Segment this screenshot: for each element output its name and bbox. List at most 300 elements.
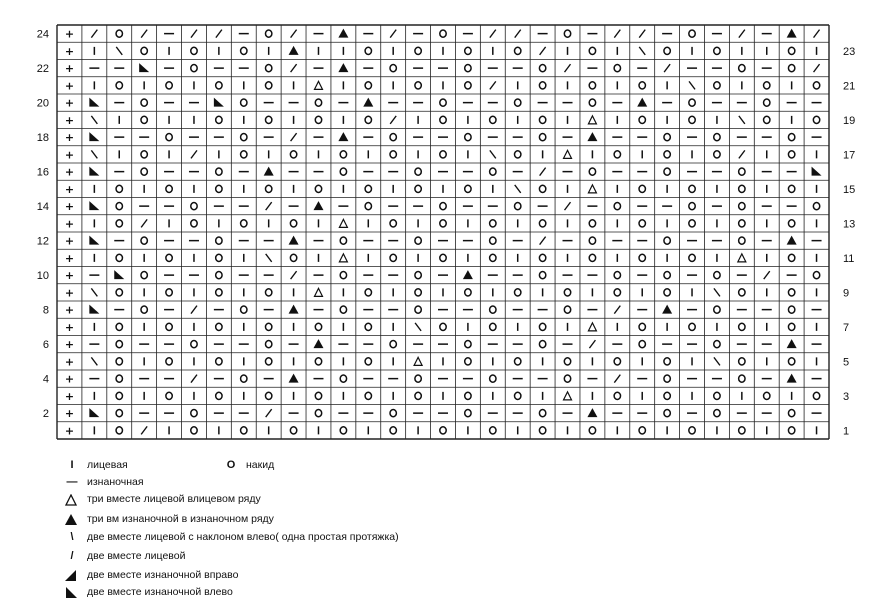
p3tog-icon bbox=[662, 305, 672, 314]
yarn-over-icon bbox=[440, 323, 446, 330]
yarn-over-icon bbox=[639, 323, 645, 330]
yarn-over-icon bbox=[141, 151, 147, 158]
yarn-over-icon bbox=[714, 392, 720, 399]
yarn-over-icon bbox=[315, 99, 321, 106]
yarn-over-icon bbox=[340, 168, 346, 175]
yarn-over-icon bbox=[465, 65, 471, 72]
yarn-over-icon bbox=[465, 134, 471, 141]
p3tog-icon bbox=[587, 132, 597, 141]
yarn-over-icon bbox=[265, 185, 271, 192]
p3tog-icon bbox=[463, 270, 473, 279]
yarn-over-icon bbox=[415, 375, 421, 382]
p3tog-icon bbox=[587, 408, 597, 417]
yarn-over-icon bbox=[739, 65, 745, 72]
yarn-over-icon bbox=[788, 220, 794, 227]
yarn-over-icon bbox=[689, 427, 695, 434]
k2tog-icon bbox=[565, 64, 571, 72]
yarn-over-icon bbox=[465, 392, 471, 399]
edge-stitch-icon: + bbox=[64, 234, 75, 248]
edge-stitch-icon: + bbox=[64, 269, 75, 283]
yarn-over-icon bbox=[390, 134, 396, 141]
yarn-over-icon bbox=[365, 82, 371, 89]
p3tog-icon bbox=[338, 132, 348, 141]
k2tog-icon bbox=[540, 168, 546, 176]
yarn-over-icon bbox=[141, 168, 147, 175]
yarn-over-icon bbox=[689, 220, 695, 227]
yarn-over-icon bbox=[116, 410, 122, 417]
row-label-right: 21 bbox=[843, 80, 856, 93]
yarn-over-icon bbox=[614, 358, 620, 365]
p2tog-left-icon bbox=[89, 305, 99, 314]
row-label-right: 3 bbox=[843, 390, 850, 403]
yarn-over-icon bbox=[589, 99, 595, 106]
p2tog-left-icon bbox=[89, 132, 99, 141]
yarn-over-icon bbox=[714, 151, 720, 158]
yarn-over-icon bbox=[490, 323, 496, 330]
yarn-over-icon bbox=[664, 47, 670, 54]
yarn-over-icon bbox=[191, 65, 197, 72]
yarn-over-icon bbox=[764, 99, 770, 106]
yarn-over-icon bbox=[415, 82, 421, 89]
yarn-over-icon bbox=[564, 289, 570, 296]
yarn-over-icon bbox=[539, 427, 545, 434]
yarn-over-icon bbox=[813, 82, 819, 89]
yarn-over-icon bbox=[216, 323, 222, 330]
edge-stitch-icon: + bbox=[64, 338, 75, 352]
yarn-over-icon bbox=[465, 410, 471, 417]
k2tog-icon bbox=[266, 202, 272, 210]
p2tog-left-icon bbox=[139, 63, 149, 72]
yarn-over-icon bbox=[216, 272, 222, 279]
p3tog-icon bbox=[289, 374, 299, 383]
row-label-right: 13 bbox=[843, 218, 856, 231]
yarn-over-icon bbox=[241, 47, 247, 54]
edge-stitch-icon: + bbox=[64, 286, 75, 300]
row-label-left: 20 bbox=[36, 97, 49, 110]
yarn-over-icon bbox=[415, 289, 421, 296]
k2tog-icon bbox=[141, 30, 147, 38]
yarn-over-icon bbox=[515, 358, 521, 365]
row-label-right: 5 bbox=[843, 356, 850, 369]
edge-stitch-icon: + bbox=[64, 148, 75, 162]
yarn-over-icon bbox=[340, 375, 346, 382]
k2tog-icon bbox=[515, 30, 521, 38]
p2tog-left-icon bbox=[89, 236, 99, 245]
yarn-over-icon bbox=[440, 254, 446, 261]
yarn-over-icon bbox=[440, 203, 446, 210]
yarn-over-icon bbox=[689, 254, 695, 261]
yarn-over-icon bbox=[589, 427, 595, 434]
yarn-over-icon bbox=[315, 358, 321, 365]
k2tog-icon bbox=[814, 30, 820, 38]
row-label-left: 12 bbox=[36, 235, 49, 248]
yarn-over-icon bbox=[216, 358, 222, 365]
yarn-over-icon bbox=[290, 427, 296, 434]
yarn-over-icon bbox=[390, 341, 396, 348]
yarn-over-icon bbox=[564, 375, 570, 382]
k3tog-icon bbox=[588, 116, 596, 124]
p3tog-icon bbox=[363, 98, 373, 107]
k2tog-icon bbox=[764, 271, 770, 279]
k2tog-icon bbox=[739, 30, 745, 38]
knit-icon: I bbox=[70, 459, 74, 471]
ssk-icon bbox=[91, 116, 97, 124]
yarn-over-icon bbox=[714, 410, 720, 417]
yarn-over-icon bbox=[788, 410, 794, 417]
yarn-over-icon bbox=[390, 151, 396, 158]
yarn-over-icon bbox=[265, 323, 271, 330]
p3tog-icon bbox=[787, 236, 797, 245]
k2tog-icon bbox=[664, 64, 670, 72]
edge-stitch-icon: + bbox=[64, 251, 75, 265]
k2tog-icon bbox=[291, 133, 297, 141]
row-label-left: 2 bbox=[42, 408, 49, 421]
yarn-over-icon bbox=[365, 203, 371, 210]
yarn-over-icon bbox=[166, 185, 172, 192]
yarn-over-icon: O bbox=[226, 459, 236, 471]
yarn-over-icon bbox=[315, 116, 321, 123]
yarn-over-icon bbox=[390, 254, 396, 261]
k3tog-icon bbox=[564, 150, 572, 158]
yarn-over-icon bbox=[415, 185, 421, 192]
yarn-over-icon bbox=[241, 306, 247, 313]
row-label-right: 17 bbox=[843, 149, 856, 162]
edge-stitch-icon: + bbox=[64, 44, 75, 58]
yarn-over-icon bbox=[141, 116, 147, 123]
yarn-over-icon bbox=[539, 220, 545, 227]
yarn-over-icon bbox=[365, 358, 371, 365]
yarn-over-icon bbox=[614, 151, 620, 158]
k3tog-icon bbox=[738, 254, 746, 262]
yarn-over-icon bbox=[141, 47, 147, 54]
yarn-over-icon bbox=[116, 289, 122, 296]
yarn-over-icon bbox=[265, 341, 271, 348]
k2tog-icon bbox=[490, 30, 496, 38]
purl-icon: — bbox=[66, 476, 78, 488]
yarn-over-icon bbox=[764, 82, 770, 89]
yarn-over-icon bbox=[415, 237, 421, 244]
legend-text: накид bbox=[246, 459, 275, 471]
p2tog-left-icon bbox=[214, 98, 224, 107]
yarn-over-icon bbox=[465, 341, 471, 348]
legend-text: две вместе лицевой bbox=[87, 550, 186, 562]
yarn-over-icon bbox=[166, 358, 172, 365]
yarn-over-icon bbox=[390, 427, 396, 434]
yarn-over-icon bbox=[315, 410, 321, 417]
yarn-over-icon bbox=[315, 323, 321, 330]
yarn-over-icon bbox=[564, 358, 570, 365]
yarn-over-icon bbox=[315, 392, 321, 399]
k2tog-icon: / bbox=[70, 550, 74, 562]
yarn-over-icon bbox=[589, 237, 595, 244]
k2tog-icon bbox=[291, 271, 297, 279]
yarn-over-icon bbox=[788, 134, 794, 141]
yarn-over-icon bbox=[490, 116, 496, 123]
yarn-over-icon bbox=[515, 392, 521, 399]
yarn-over-icon bbox=[490, 375, 496, 382]
yarn-over-icon bbox=[515, 151, 521, 158]
yarn-over-icon bbox=[739, 203, 745, 210]
yarn-over-icon bbox=[465, 358, 471, 365]
k3tog-icon bbox=[588, 323, 596, 331]
yarn-over-icon bbox=[515, 203, 521, 210]
yarn-over-icon bbox=[664, 237, 670, 244]
yarn-over-icon bbox=[265, 358, 271, 365]
yarn-over-icon bbox=[340, 272, 346, 279]
yarn-over-icon bbox=[739, 289, 745, 296]
yarn-over-icon bbox=[639, 341, 645, 348]
yarn-over-icon bbox=[813, 203, 819, 210]
edge-stitch-icon: + bbox=[64, 320, 75, 334]
yarn-over-icon bbox=[788, 65, 794, 72]
legend-text: лицевая bbox=[87, 459, 128, 471]
yarn-over-icon bbox=[116, 341, 122, 348]
yarn-over-icon bbox=[764, 392, 770, 399]
p3tog-icon bbox=[787, 339, 797, 348]
row-label-left: 6 bbox=[42, 339, 49, 352]
ssk-icon bbox=[515, 185, 521, 193]
yarn-over-icon bbox=[116, 392, 122, 399]
ssk-icon bbox=[91, 357, 97, 365]
k2tog-icon bbox=[141, 426, 147, 434]
yarn-over-icon bbox=[515, 47, 521, 54]
yarn-over-icon bbox=[664, 375, 670, 382]
yarn-over-icon bbox=[415, 306, 421, 313]
yarn-over-icon bbox=[141, 272, 147, 279]
yarn-over-icon bbox=[490, 306, 496, 313]
yarn-over-icon bbox=[166, 134, 172, 141]
ssk-icon bbox=[739, 116, 745, 124]
yarn-over-icon bbox=[589, 47, 595, 54]
row-label-left: 14 bbox=[36, 201, 49, 214]
yarn-over-icon bbox=[639, 116, 645, 123]
yarn-over-icon bbox=[340, 306, 346, 313]
yarn-over-icon bbox=[166, 392, 172, 399]
yarn-over-icon bbox=[813, 392, 819, 399]
yarn-over-icon bbox=[639, 427, 645, 434]
yarn-over-icon bbox=[539, 341, 545, 348]
yarn-over-icon bbox=[490, 237, 496, 244]
k2tog-icon bbox=[739, 150, 745, 158]
k2tog-icon bbox=[291, 64, 297, 72]
yarn-over-icon bbox=[365, 323, 371, 330]
yarn-over-icon bbox=[813, 272, 819, 279]
yarn-over-icon bbox=[714, 134, 720, 141]
p2tog-left-icon bbox=[65, 587, 77, 599]
yarn-over-icon bbox=[116, 254, 122, 261]
row-label-right: 11 bbox=[843, 252, 855, 265]
row-label-right: 15 bbox=[843, 183, 856, 196]
edge-stitch-icon: + bbox=[64, 182, 75, 196]
ssk-icon bbox=[714, 288, 720, 296]
yarn-over-icon bbox=[166, 289, 172, 296]
ssk-icon bbox=[639, 47, 645, 55]
yarn-over-icon bbox=[539, 254, 545, 261]
yarn-over-icon bbox=[116, 375, 122, 382]
yarn-over-icon bbox=[490, 168, 496, 175]
row-label-left: 16 bbox=[36, 166, 49, 179]
yarn-over-icon bbox=[415, 168, 421, 175]
edge-stitch-icon: + bbox=[64, 27, 75, 41]
yarn-over-icon bbox=[490, 427, 496, 434]
yarn-over-icon bbox=[664, 410, 670, 417]
row-label-left: 4 bbox=[42, 373, 49, 386]
yarn-over-icon bbox=[739, 185, 745, 192]
yarn-over-icon bbox=[788, 323, 794, 330]
yarn-over-icon bbox=[116, 427, 122, 434]
edge-stitch-icon: + bbox=[64, 200, 75, 214]
yarn-over-icon bbox=[614, 65, 620, 72]
yarn-over-icon bbox=[116, 185, 122, 192]
k2tog-icon bbox=[639, 30, 645, 38]
yarn-over-icon bbox=[689, 99, 695, 106]
row-label-right: 7 bbox=[843, 321, 850, 334]
k3tog-icon bbox=[414, 357, 422, 365]
ssk-icon bbox=[91, 288, 97, 296]
yarn-over-icon bbox=[664, 134, 670, 141]
ssk-icon bbox=[490, 150, 496, 158]
p3tog-icon bbox=[637, 98, 647, 107]
yarn-over-icon bbox=[216, 254, 222, 261]
yarn-over-icon bbox=[265, 65, 271, 72]
yarn-over-icon bbox=[788, 427, 794, 434]
yarn-over-icon bbox=[440, 30, 446, 37]
yarn-over-icon bbox=[465, 47, 471, 54]
yarn-over-icon bbox=[589, 220, 595, 227]
edge-stitch-icon: + bbox=[64, 424, 75, 438]
k2tog-icon bbox=[191, 375, 197, 383]
k2tog-icon bbox=[614, 375, 620, 383]
p3tog-icon bbox=[338, 63, 348, 72]
ssk-icon bbox=[266, 254, 272, 262]
p3tog-icon bbox=[289, 46, 299, 55]
edge-stitch-icon: + bbox=[64, 113, 75, 127]
yarn-over-icon bbox=[116, 30, 122, 37]
yarn-over-icon bbox=[116, 203, 122, 210]
ssk-icon bbox=[91, 150, 97, 158]
yarn-over-icon bbox=[216, 392, 222, 399]
k2tog-icon bbox=[490, 81, 496, 89]
legend-text: две вместе изнаночной вправо bbox=[87, 569, 239, 581]
yarn-over-icon bbox=[265, 30, 271, 37]
k2tog-icon bbox=[91, 30, 97, 38]
k2tog-icon bbox=[266, 409, 272, 417]
yarn-over-icon bbox=[714, 306, 720, 313]
yarn-over-icon bbox=[241, 151, 247, 158]
yarn-over-icon bbox=[539, 272, 545, 279]
row-label-right: 23 bbox=[843, 45, 856, 58]
yarn-over-icon bbox=[515, 289, 521, 296]
yarn-over-icon bbox=[415, 272, 421, 279]
edge-stitch-icon: + bbox=[64, 62, 75, 76]
yarn-over-icon bbox=[539, 323, 545, 330]
yarn-over-icon bbox=[714, 47, 720, 54]
yarn-over-icon bbox=[714, 82, 720, 89]
yarn-over-icon bbox=[465, 185, 471, 192]
yarn-over-icon bbox=[340, 427, 346, 434]
yarn-over-icon bbox=[216, 82, 222, 89]
yarn-over-icon bbox=[191, 341, 197, 348]
yarn-over-icon bbox=[589, 254, 595, 261]
edge-stitch-icon: + bbox=[64, 407, 75, 421]
yarn-over-icon bbox=[390, 65, 396, 72]
yarn-over-icon bbox=[539, 185, 545, 192]
yarn-over-icon bbox=[440, 116, 446, 123]
yarn-over-icon bbox=[465, 289, 471, 296]
p3tog-icon bbox=[787, 29, 797, 38]
row-label-left: 18 bbox=[36, 132, 49, 145]
yarn-over-icon bbox=[290, 151, 296, 158]
row-label-right: 19 bbox=[843, 114, 856, 127]
yarn-over-icon bbox=[739, 358, 745, 365]
edge-stitch-icon: + bbox=[64, 165, 75, 179]
k2tog-icon bbox=[565, 202, 571, 210]
yarn-over-icon bbox=[290, 220, 296, 227]
yarn-over-icon bbox=[739, 427, 745, 434]
yarn-over-icon bbox=[191, 220, 197, 227]
p2tog-left-icon bbox=[89, 98, 99, 107]
yarn-over-icon bbox=[166, 254, 172, 261]
p2tog-left-icon bbox=[89, 408, 99, 417]
yarn-over-icon bbox=[589, 168, 595, 175]
k3tog-icon bbox=[314, 81, 322, 89]
row-label-right: 9 bbox=[843, 287, 850, 300]
yarn-over-icon bbox=[141, 237, 147, 244]
k3tog-icon bbox=[65, 494, 77, 506]
yarn-over-icon bbox=[216, 237, 222, 244]
k2tog-icon bbox=[216, 30, 222, 38]
yarn-over-icon bbox=[689, 185, 695, 192]
yarn-over-icon bbox=[689, 323, 695, 330]
k2tog-icon bbox=[191, 150, 197, 158]
p2tog-right-icon bbox=[65, 570, 77, 582]
yarn-over-icon bbox=[788, 47, 794, 54]
yarn-over-icon bbox=[390, 220, 396, 227]
yarn-over-icon bbox=[191, 47, 197, 54]
yarn-over-icon bbox=[365, 47, 371, 54]
edge-stitch-icon: + bbox=[64, 96, 75, 110]
row-label-left: 22 bbox=[36, 63, 49, 76]
k2tog-icon bbox=[540, 237, 546, 245]
yarn-over-icon bbox=[365, 116, 371, 123]
edge-stitch-icon: + bbox=[64, 355, 75, 369]
yarn-over-icon bbox=[390, 410, 396, 417]
p2tog-left-icon bbox=[89, 201, 99, 210]
yarn-over-icon bbox=[265, 392, 271, 399]
k2tog-icon bbox=[614, 306, 620, 314]
yarn-over-icon bbox=[539, 134, 545, 141]
ssk-icon bbox=[689, 81, 695, 89]
yarn-over-icon bbox=[340, 237, 346, 244]
p3tog-icon bbox=[787, 374, 797, 383]
yarn-over-icon bbox=[490, 254, 496, 261]
yarn-over-icon bbox=[241, 99, 247, 106]
k3tog-icon bbox=[564, 392, 572, 400]
yarn-over-icon bbox=[639, 220, 645, 227]
yarn-over-icon bbox=[116, 82, 122, 89]
edge-stitch-icon: + bbox=[64, 131, 75, 145]
yarn-over-icon bbox=[141, 99, 147, 106]
yarn-over-icon bbox=[216, 168, 222, 175]
k2tog-icon bbox=[589, 340, 595, 348]
k2tog-icon bbox=[390, 116, 396, 124]
yarn-over-icon bbox=[788, 289, 794, 296]
yarn-over-icon bbox=[116, 358, 122, 365]
yarn-over-icon bbox=[739, 375, 745, 382]
yarn-over-icon bbox=[116, 220, 122, 227]
yarn-over-icon bbox=[216, 289, 222, 296]
k2tog-icon bbox=[614, 30, 620, 38]
